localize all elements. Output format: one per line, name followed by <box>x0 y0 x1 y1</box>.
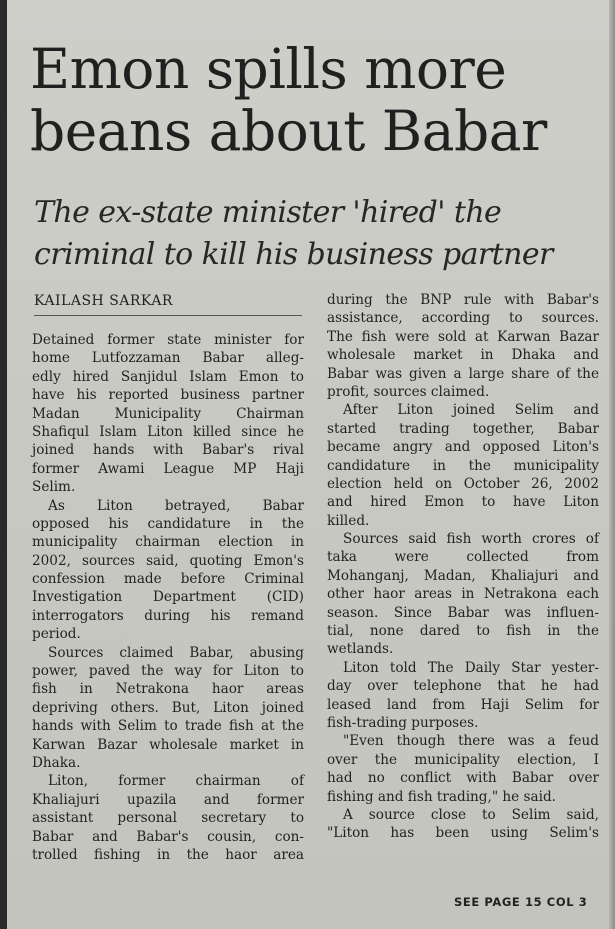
article-text-line: Karwan Bazar wholesale market in <box>32 736 304 753</box>
headline-line: beans about Babar <box>30 99 547 163</box>
article-text-line: candidature in the municipality <box>327 457 599 474</box>
article-text-line: Dhaka. <box>32 754 81 771</box>
article-text-line: former Awami League MP Haji <box>32 460 304 477</box>
article-text-line: and hired Emon to have Liton <box>327 494 599 511</box>
article-text-line: started trading together, Babar <box>327 420 599 437</box>
article-text-line: opposed his candidature in the <box>32 515 304 532</box>
article-text-line: became angry and opposed Liton's <box>327 439 599 456</box>
article-text-line: As Liton betrayed, Babar <box>48 497 304 514</box>
article-text-line: Liton, former chairman of <box>48 773 304 790</box>
article-text-line: fishing and fish trading," he said. <box>327 788 556 805</box>
article-text-line: Liton told The Daily Star yester- <box>343 659 599 676</box>
article-text-line: killed. <box>327 512 370 529</box>
article-text-line: depriving others. But, Liton joined <box>32 699 304 716</box>
headline-line: Emon spills more <box>30 37 507 101</box>
article-text-line: Babar and Babar's cousin, con- <box>32 828 304 845</box>
article-text-line: Khaliajuri upazila and former <box>32 791 304 808</box>
article-text-line: Babar was given a large share of the <box>327 365 599 382</box>
article-text-line: Sources claimed Babar, abusing <box>48 644 304 661</box>
article-column-left <box>32 331 304 864</box>
article-text-line: fish in Netrakona haor areas <box>32 681 304 698</box>
article-text-line: election held on October 26, 2002 <box>327 475 599 492</box>
article-text-line: confession made before Criminal <box>32 571 304 588</box>
article-text-line: hands with Selim to trade fish at the <box>32 718 304 735</box>
article-text-line: 2002, sources said, quoting Emon's <box>32 552 304 569</box>
article-text-line: "Liton has been using Selim's <box>327 825 599 842</box>
article-text-line: over the municipality election, I <box>327 751 599 768</box>
article-text-line: leased land from Haji Selim for <box>327 696 599 713</box>
article-text-line: profit, sources claimed. <box>327 383 490 400</box>
article-text-line: Investigation Department (CID) <box>32 589 304 606</box>
article-text-line: The fish were sold at Karwan Bazar <box>327 328 599 345</box>
article-text-line: home Lutfozzaman Babar alleg- <box>32 350 304 367</box>
article-text-line: municipality chairman election in <box>32 534 304 551</box>
subheadline-line: The ex-state minister 'hired' the <box>34 195 502 230</box>
subheadline-line: criminal to kill his business partner <box>34 237 553 272</box>
article-text-line: tial, none dared to fish in the <box>327 623 599 640</box>
subheadline <box>34 192 614 276</box>
article-text-line: interrogators during his remand <box>32 607 304 624</box>
article-text-line: had no conflict with Babar over <box>327 770 599 787</box>
article-text-line: day over telephone that he had <box>327 678 599 695</box>
article-text-line: taka were collected from <box>327 549 599 566</box>
article-text-line: Selim. <box>32 479 76 496</box>
article-text-line: during the BNP rule with Babar's <box>327 292 599 308</box>
page-left-border <box>0 0 7 929</box>
article-text-line: have his reported business partner <box>32 387 304 404</box>
continued-on-page-jump: SEE PAGE 15 COL 3 <box>454 895 588 909</box>
article-text-line: period. <box>32 626 81 643</box>
article-text-line: assistance, according to sources. <box>327 310 599 327</box>
article-text-line: season. Since Babar was influen- <box>327 604 599 621</box>
article-text-line: Madan Municipality Chairman <box>32 405 304 422</box>
article-text-line: wetlands. <box>327 641 394 658</box>
byline-rule <box>34 315 302 316</box>
article-text-line: wholesale market in Dhaka and <box>327 347 599 364</box>
article-text-line: other haor areas in Netrakona each <box>327 586 599 603</box>
article-text-line: "Even though there was a feud <box>343 733 599 750</box>
article-text-line: joined hands with Babar's rival <box>32 442 304 459</box>
article-text-line: fish-trading purposes. <box>327 714 479 731</box>
article-text-line: power, paved the way for Liton to <box>32 663 304 680</box>
article-text-line: Mohanganj, Madan, Khaliajuri and <box>327 567 599 584</box>
article-column-right <box>327 291 599 843</box>
byline: KAILASH SARKAR <box>34 293 173 309</box>
article-text-line: edly hired Sanjidul Islam Emon to <box>32 368 304 385</box>
article-text-line: Shafiqul Islam Liton killed since he <box>32 423 304 440</box>
article-text-line: trolled fishing in the haor area <box>32 846 304 863</box>
article-text-line: Sources said fish worth crores of <box>343 531 599 548</box>
article-text-line: Detained former state minister for <box>32 332 304 348</box>
article-text-line: After Liton joined Selim and <box>343 402 599 419</box>
article-text-line: A source close to Selim said, <box>343 806 599 823</box>
article-text-line: assistant personal secretary to <box>32 810 304 827</box>
headline <box>30 38 610 162</box>
